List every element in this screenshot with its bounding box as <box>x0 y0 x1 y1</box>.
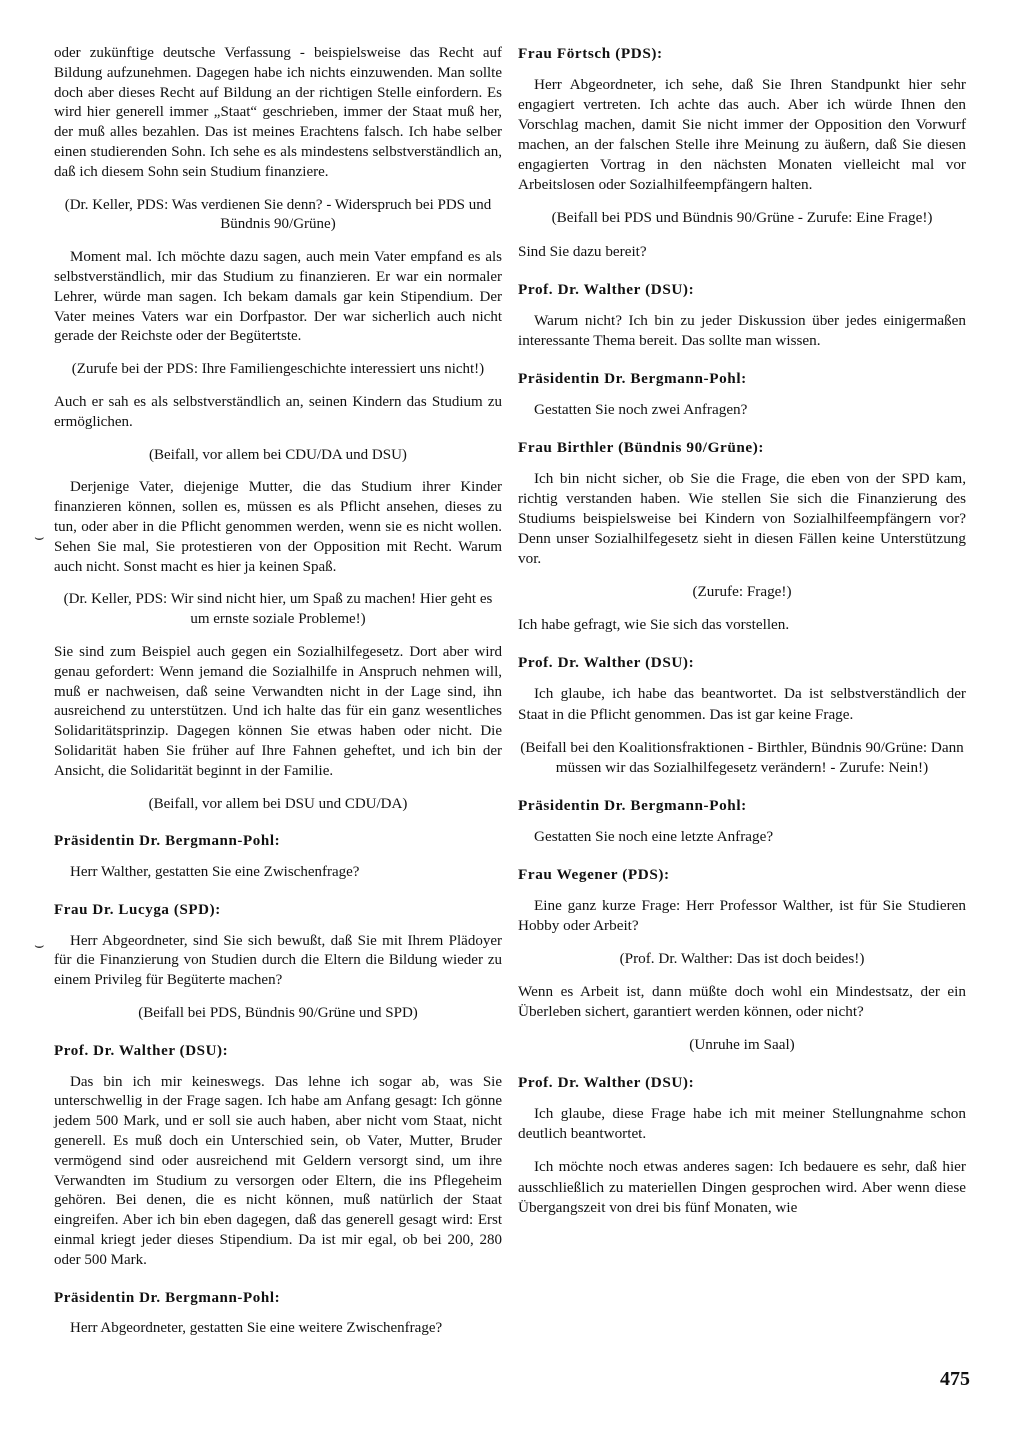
right-column <box>518 44 966 1231</box>
interjection: (Zurufe bei der PDS: Ihre Familiengeschichte interessiert uns nicht!) <box>71 361 485 378</box>
interjection: (Dr. Keller, PDS: Was verdienen Sie denn? - Widerspruch bei PDS und Bündnis 90/Grüne) <box>64 196 492 233</box>
speaker-heading: Frau Dr. Lucyga (SPD): <box>54 901 221 918</box>
speaker-heading: Prof. Dr. Walther (DSU): <box>518 654 695 672</box>
paragraph: Derjenige Vater, diejenige Mutter, die das Studium ihrer Kinder finanzieren können, sollen es, müssen es als Pflicht ansehen, dieses zu tun, oder aber in die Pflicht genommen werden, wenn sie es nicht wollen. Sehen Sie mal, Sie protestieren von der Opposition mit Recht. Warum auch nicht. Sonst macht es hier ja keinen Spaß. <box>54 479 502 575</box>
speaker-heading: Frau Wegener (PDS): <box>518 865 670 883</box>
paragraph: Moment mal. Ich möchte dazu sagen, auch mein Vater empfand es als selbstverständlich, mir das Studium zu finanzieren. Er war ein normaler Lehrer, würde man sagen. Ich bekam damals gar kein Stipendium. Der Vater meines Vaters war ein Dorfpastor. Der war sicherlich auch nicht gerade der Reichste oder der Begütertste. <box>54 249 502 345</box>
speaker-heading: Prof. Dr. Walther (DSU): <box>54 1042 229 1059</box>
paragraph: Herr Abgeordneter, ich sehe, daß Sie Ihren Standpunkt hier sehr engagiert vertreten. Ich achte das auch. Aber ich würde Ihnen den Vorschlag machen, damit Sie nicht immer der Opposition den Vorwurf machen, an der falschen Stelle ihre Meinung zu äußern, daß Sie diesen engagierten Vortrag in den nächsten Monaten vielleicht mal vor Arbeitslosen oder Sozialhilfeempfängern halten. <box>518 76 966 194</box>
paragraph: Das bin ich mir keineswegs. Das lehne ich sogar ab, was Sie unterschwellig in der Frage sagen. Ich habe am Anfang gesagt: Ich gönne jedem 500 Mark, und er soll sie auch haben, aber nicht vom Staat, nicht generell. Es muß doch ein Unterschied sein, ob Vater, Mutter, Bruder vermögend sind oder ausreichend mit Geldern versorgt sind, um ihre Verwandten im Studium zu versorgen oder Eltern, die ins Pflegeheim gehören. Bei denen, die es nicht können, muß natürlich der Staat eingreifen. Aber ich bin eben dagegen, daß das generell gesagt wird: Erst einmal kriegt jeder dieses Stipendium. Da ist mir egal, ob bei 200, 280 oder 500 Mark. <box>54 1073 502 1268</box>
paragraph: Ich habe gefragt, wie Sie sich das vorstellen. <box>518 616 790 634</box>
speaker-heading: Präsidentin Dr. Bergmann-Pohl: <box>54 1289 281 1306</box>
paragraph: Herr Walther, gestatten Sie eine Zwischenfrage? <box>70 864 360 881</box>
interjection: (Beifall, vor allem bei DSU und CDU/DA) <box>148 795 408 812</box>
speaker-heading: Präsidentin Dr. Bergmann-Pohl: <box>518 369 747 387</box>
margin-mark: ⌣ <box>34 527 45 546</box>
interjection: (Beifall bei den Koalitionsfraktionen - Birthler, Bündnis 90/Grüne: Dann müssen wir das Sozialhilfegesetz verändern! - Zurufe: Nein!) <box>520 738 964 776</box>
speaker-heading: Präsidentin Dr. Bergmann-Pohl: <box>54 833 281 850</box>
paragraph: Warum nicht? Ich bin zu jeder Diskussion über jedes einigermaßen interessante Thema bereit. Das sollte man wissen. <box>518 311 966 349</box>
interjection: (Prof. Dr. Walther: Das ist doch beides!) <box>619 950 865 967</box>
interjection: (Zurufe: Frage!) <box>692 583 792 601</box>
paragraph: Wenn es Arbeit ist, dann müßte doch wohl ein Mindestsatz, der ein Überleben sichert, garantiert werden können, oder nicht? <box>518 983 966 1021</box>
paragraph: Ich glaube, ich habe das beantwortet. Da ist selbstverständlich der Staat in die Pflicht genommen. Das ist gar keine Frage. <box>518 685 966 723</box>
paragraph: Herr Abgeordneter, sind Sie sich bewußt, daß Sie mit Ihrem Plädoyer für die Finanzierung von Studien durch die Eltern die Bildung wieder zu einem Privileg für Begüterte machen? <box>54 932 502 989</box>
speaker-heading: Frau Förtsch (PDS): <box>518 45 663 62</box>
paragraph: Ich bin nicht sicher, ob Sie die Frage, die eben von der SPD kam, richtig verstanden haben. Wie stellen Sie sich die Finanzierung des Studiums beispielsweise bei Kindern von Sozialhilfeempfängern vor? Denn unser Sozialhilfegesetz sieht in diesen Fällen keine Unterstützung vor. <box>518 469 966 568</box>
interjection: (Dr. Keller, PDS: Wir sind nicht hier, um Spaß zu machen! Hier geht es um ernste soziale Probleme!) <box>63 591 493 628</box>
paragraph: Auch er sah es als selbstverständlich an, seinen Kindern das Studium zu ermöglichen. <box>54 393 502 430</box>
speaker-heading: Prof. Dr. Walther (DSU): <box>518 280 695 298</box>
left-column <box>54 44 502 1352</box>
interjection: (Beifall, vor allem bei CDU/DA und DSU) <box>149 446 407 463</box>
speaker-heading: Präsidentin Dr. Bergmann-Pohl: <box>518 796 747 814</box>
paragraph: Gestatten Sie noch eine letzte Anfrage? <box>534 827 774 845</box>
paragraph: Gestatten Sie noch zwei Anfragen? <box>534 400 748 418</box>
paragraph: Herr Abgeordneter, gestatten Sie eine weitere Zwischenfrage? <box>70 1320 443 1337</box>
interjection: (Beifall bei PDS, Bündnis 90/Grüne und SPD) <box>138 1005 418 1022</box>
page-number: 475 <box>940 1368 970 1390</box>
paragraph: Ich glaube, diese Frage habe ich mit meiner Stellungnahme schon deutlich beantwortet. <box>518 1105 966 1143</box>
margin-mark: ⌣ <box>34 935 45 954</box>
interjection: (Unruhe im Saal) <box>689 1036 795 1054</box>
interjection: (Beifall bei PDS und Bündnis 90/Grüne - Zurufe: Eine Frage!) <box>551 209 933 227</box>
paragraph: Sie sind zum Beispiel auch gegen ein Sozialhilfegesetz. Dort aber wird genau gefordert: Wenn jemand die Sozialhilfe in Anspruch nehmen will, muß er nachweisen, daß seine Verwandten nicht in der Lage sind, ihn ausreichend zu unterstützen. Und ich halte das für ein ganz wesentliches Solidaritätsprinzip. Dagegen können Sie etwas haben oder nicht. Die Solidarität haben Sie früher auf Ihre Fahnen geheftet, und ich bin der Ansicht, die Solidarität beginnt in der Familie. <box>54 643 502 779</box>
speaker-heading: Frau Birthler (Bündnis 90/Grüne): <box>518 438 765 456</box>
paragraph: oder zukünftige deutsche Verfassung - beispielsweise das Recht auf Bildung aufzunehmen. Dagegen habe ich nichts einzuwenden. Man sollte doch aber dieses Recht auf Bildung an der richtigen Stelle einfordern. Es wird hier generell immer „Staat“ geschrieben, immer der Staat muß her, der muß alles bezahlen. Das ist meines Erachtens falsch. Ich habe selber einen studierenden Sohn. Ich sehe es als mindestens selbstverständlich an, daß ich diesem Sohn sein Studium finanziere. <box>54 45 502 180</box>
paragraph: Sind Sie dazu bereit? <box>518 242 647 260</box>
paragraph: Ich möchte noch etwas anderes sagen: Ich bedauere es sehr, daß hier ausschließlich zu materiellen Dingen gesprochen wird. Aber wenn diese Übergangszeit von drei bis fünf Monaten, wie <box>518 1158 966 1216</box>
paragraph: Eine ganz kurze Frage: Herr Professor Walther, ist für Sie Studieren Hobby oder Arbeit? <box>518 896 966 934</box>
speaker-heading: Prof. Dr. Walther (DSU): <box>518 1074 695 1092</box>
